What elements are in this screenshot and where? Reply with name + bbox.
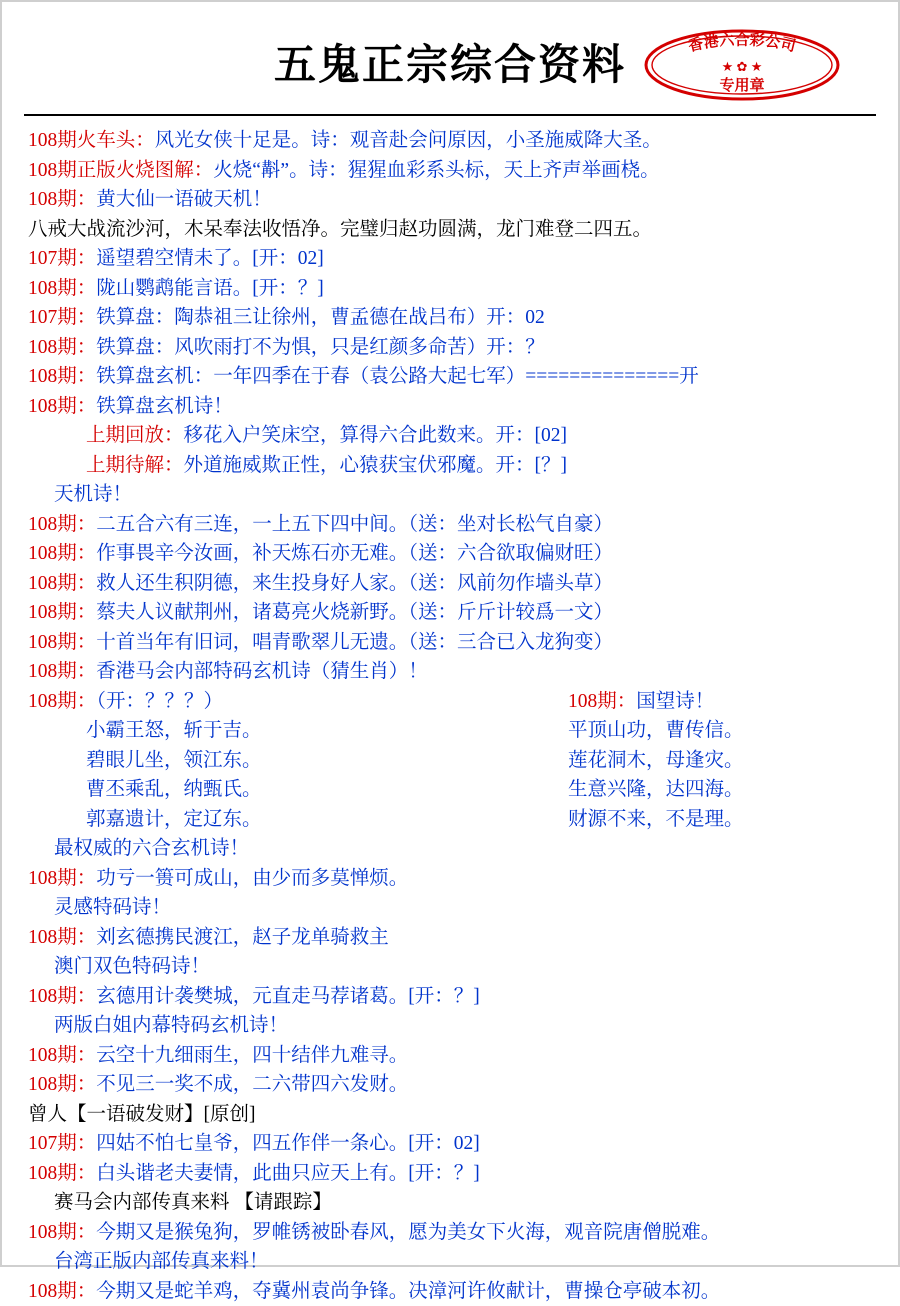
bottom-line-6 [28, 1041, 874, 1071]
text-line-11-seg-0: 上期待解： [86, 455, 184, 476]
text-line-10 [28, 421, 874, 451]
svg-text:香港六合彩公司: 香港六合彩公司 [686, 31, 797, 56]
text-line-13 [28, 510, 874, 540]
text-line-8-seg-1: 铁算盘玄机：一年四季在于春（袁公路大起七军）==============开 [96, 366, 698, 387]
text-line-5-seg-1: 陇山鹦鹉能言语。[开：？] [96, 278, 324, 299]
bottom-line-0-seg-0: 108期： [28, 868, 96, 889]
right-column [568, 687, 898, 835]
text-line-14-seg-1: 作事畏辛今汝画，补天炼石亦无难。（送：六合欲取偏财旺） [96, 543, 613, 564]
bottom-line-9-seg-1: 四姑不怕七皇爷，四五作伴一条心。[开：02] [96, 1133, 480, 1154]
right-col-line-1 [568, 716, 898, 746]
text-line-0-seg-1: 风光女侠十足是。诗：观音赴会问原因，小圣施威降大圣。 [155, 130, 662, 151]
bottom-line-14 [28, 1277, 874, 1306]
text-line-1-seg-1: 火烧“斠”。诗：猩猩血彩系头标，天上齐声举画桡。 [213, 160, 659, 181]
right-col-line-1-seg-0: 平顶山功，曹传信。 [568, 720, 744, 741]
left-col-line-3-seg-0: 曹丕乘乱，纳甄氏。 [86, 779, 262, 800]
bottom-line-4-seg-0: 108期： [28, 986, 96, 1007]
bottom-line-2-seg-0: 108期： [28, 927, 96, 948]
text-line-16 [28, 598, 874, 628]
left-col-line-5 [28, 834, 548, 864]
svg-text:专用章: 专用章 [719, 76, 764, 94]
text-line-6-seg-1: 铁算盘：陶恭祖三让徐州，曹孟德在战吕布）开：02 [96, 307, 545, 328]
left-col-line-0 [28, 687, 548, 717]
bottom-line-7 [28, 1070, 874, 1100]
right-col-line-0 [568, 687, 898, 717]
bottom-line-0 [28, 864, 874, 894]
text-line-2 [28, 185, 874, 215]
bottom-line-1 [28, 893, 874, 923]
bottom-line-2-seg-1: 刘玄德携民渡江，赵子龙单骑救主 [96, 927, 389, 948]
text-line-9 [28, 392, 874, 422]
bottom-line-10-seg-0: 108期： [28, 1163, 96, 1184]
left-col-line-3 [28, 775, 548, 805]
bottom-line-5-seg-0: 两版白姐内幕特码玄机诗！ [54, 1015, 288, 1036]
bottom-line-11-seg-0: 赛马会内部传真来料 【请跟踪】 [54, 1192, 332, 1213]
text-line-5 [28, 274, 874, 304]
text-line-8 [28, 362, 874, 392]
text-line-5-seg-0: 108期： [28, 278, 96, 299]
left-col-line-2 [28, 746, 548, 776]
text-line-0 [28, 126, 874, 156]
bottom-line-9-seg-0: 107期： [28, 1133, 96, 1154]
bottom-line-9 [28, 1129, 874, 1159]
bottom-line-5 [28, 1011, 874, 1041]
right-col-line-2 [568, 746, 898, 776]
left-col-line-1 [28, 716, 548, 746]
left-col-line-2-seg-0: 碧眼儿坐，领江东。 [86, 750, 262, 771]
text-line-2-seg-0: 108期： [28, 189, 96, 210]
right-col-line-2-seg-0: 莲花洞木，母逢灾。 [568, 750, 744, 771]
bottom-line-7-seg-0: 108期： [28, 1074, 96, 1095]
text-line-3 [28, 215, 874, 245]
left-col-line-1-seg-0: 小霸王怒，斩于吉。 [86, 720, 262, 741]
bottom-line-13 [28, 1247, 874, 1277]
text-line-2-seg-1: 黄大仙一语破天机！ [96, 189, 272, 210]
bottom-line-4-seg-1: 玄德用计袭樊城，元直走马荐诸葛。[开：？] [96, 986, 480, 1007]
text-line-4-seg-0: 107期： [28, 248, 96, 269]
bottom-line-12-seg-1: 今期又是猴兔狗，罗帷锈被卧春风，愿为美女下火海，观音院唐僧脱难。 [96, 1222, 720, 1243]
text-line-15-seg-1: 救人还生积阴德，来生投身好人家。（送：风前勿作墙头草） [96, 573, 613, 594]
text-line-17-seg-0: 108期： [28, 632, 96, 653]
text-line-9-seg-0: 108期： [28, 396, 96, 417]
text-line-4 [28, 244, 874, 274]
text-line-18-seg-1: 香港马会内部特码玄机诗（猜生肖）！ [96, 661, 428, 682]
bottom-line-8-seg-0: 曾人【一语破发财】[原创] [28, 1104, 256, 1125]
bottom-line-6-seg-1: 云空十九细雨生，四十结伴九难寻。 [96, 1045, 408, 1066]
bottom-line-12 [28, 1218, 874, 1248]
right-col-line-0-seg-1: 国望诗！ [636, 691, 714, 712]
right-col-line-0-seg-0: 108期： [568, 691, 636, 712]
left-col-line-5-seg-0: 最权威的六合玄机诗！ [54, 838, 249, 859]
text-line-17 [28, 628, 874, 658]
svg-text:★ ✿ ★: ★ ✿ ★ [722, 59, 763, 74]
text-line-8-seg-0: 108期： [28, 366, 96, 387]
text-line-18-seg-0: 108期： [28, 661, 96, 682]
bottom-line-13-seg-0: 台湾正版内部传真来料！ [54, 1251, 269, 1272]
text-line-12-seg-0: 天机诗！ [54, 484, 132, 505]
bottom-line-7-seg-1: 不见三一奖不成，二六带四六发财。 [96, 1074, 408, 1095]
text-line-11 [28, 451, 874, 481]
bottom-lines-block [28, 864, 874, 1306]
left-col-line-0-seg-1: （开：？？？） [96, 691, 223, 712]
text-line-7-seg-0: 108期： [28, 337, 96, 358]
bottom-line-10 [28, 1159, 874, 1189]
bottom-line-4 [28, 982, 874, 1012]
text-line-18 [28, 657, 874, 687]
bottom-line-12-seg-0: 108期： [28, 1222, 96, 1243]
left-col-line-4-seg-0: 郭嘉遗计，定辽东。 [86, 809, 262, 830]
text-line-1 [28, 156, 874, 186]
official-stamp-icon [642, 28, 842, 102]
text-line-6-seg-0: 107期： [28, 307, 96, 328]
text-line-0-seg-0: 108期火车头： [28, 130, 155, 151]
text-line-13-seg-1: 二五合六有三连，一上五下四中间。（送：坐对长松气自豪） [96, 514, 613, 535]
bottom-line-2 [28, 923, 874, 953]
bottom-line-14-seg-1: 今期又是蛇羊鸡，夺冀州袁尚争锋。决漳河许攸献计，曹操仓亭破本初。 [96, 1281, 720, 1302]
text-line-3-seg-0: 八戒大战流沙河，木呆奉法收悟净。完璧归赵功圆满，龙门难登二四五。 [28, 219, 652, 240]
left-column [28, 687, 548, 864]
right-col-line-4 [568, 805, 898, 835]
text-line-7-seg-1: 铁算盘：风吹雨打不为惧，只是红颜多命苦）开：？ [96, 337, 545, 358]
text-line-14-seg-0: 108期： [28, 543, 96, 564]
right-col-line-4-seg-0: 财源不来，不是理。 [568, 809, 744, 830]
text-line-16-seg-1: 蔡夫人议献荆州，诸葛亮火烧新野。（送：斤斤计较爲一文） [96, 602, 613, 623]
left-col-line-4 [28, 805, 548, 835]
top-lines-block [28, 126, 874, 687]
text-line-13-seg-0: 108期： [28, 514, 96, 535]
page-header [2, 2, 898, 114]
text-line-15 [28, 569, 874, 599]
text-line-15-seg-0: 108期： [28, 573, 96, 594]
document-body [2, 116, 898, 1306]
text-line-16-seg-0: 108期： [28, 602, 96, 623]
two-column-block [28, 687, 874, 864]
text-line-10-seg-1: 移花入户笑床空，算得六合此数来。开：[02] [184, 425, 568, 446]
text-line-12 [28, 480, 874, 510]
text-line-6 [28, 303, 874, 333]
bottom-line-3 [28, 952, 874, 982]
text-line-4-seg-1: 遥望碧空情未了。[开：02] [96, 248, 324, 269]
right-col-line-3-seg-0: 生意兴隆，达四海。 [568, 779, 744, 800]
bottom-line-3-seg-0: 澳门双色特码诗！ [54, 956, 210, 977]
left-col-line-0-seg-0: 108期： [28, 691, 96, 712]
text-line-7 [28, 333, 874, 363]
bottom-line-1-seg-0: 灵感特码诗！ [54, 897, 171, 918]
right-col-line-3 [568, 775, 898, 805]
text-line-10-seg-0: 上期回放： [86, 425, 184, 446]
text-line-17-seg-1: 十首当年有旧词，唱青歌翠儿无遗。（送：三合已入龙狗变） [96, 632, 613, 653]
bottom-line-6-seg-0: 108期： [28, 1045, 96, 1066]
bottom-line-14-seg-0: 108期： [28, 1281, 96, 1302]
bottom-line-0-seg-1: 功亏一篑可成山，由少而多莫惮烦。 [96, 868, 408, 889]
text-line-11-seg-1: 外道施威欺正性，心猿获宝伏邪魔。开：[？] [184, 455, 568, 476]
text-line-14 [28, 539, 874, 569]
bottom-line-11 [28, 1188, 874, 1218]
page-title: 五鬼正宗综合资料 [2, 32, 898, 92]
text-line-1-seg-0: 108期正版火烧图解： [28, 160, 213, 181]
text-line-9-seg-1: 铁算盘玄机诗！ [96, 396, 233, 417]
bottom-line-10-seg-1: 白头谐老夫妻情，此曲只应天上有。[开：？] [96, 1163, 480, 1184]
bottom-line-8 [28, 1100, 874, 1130]
